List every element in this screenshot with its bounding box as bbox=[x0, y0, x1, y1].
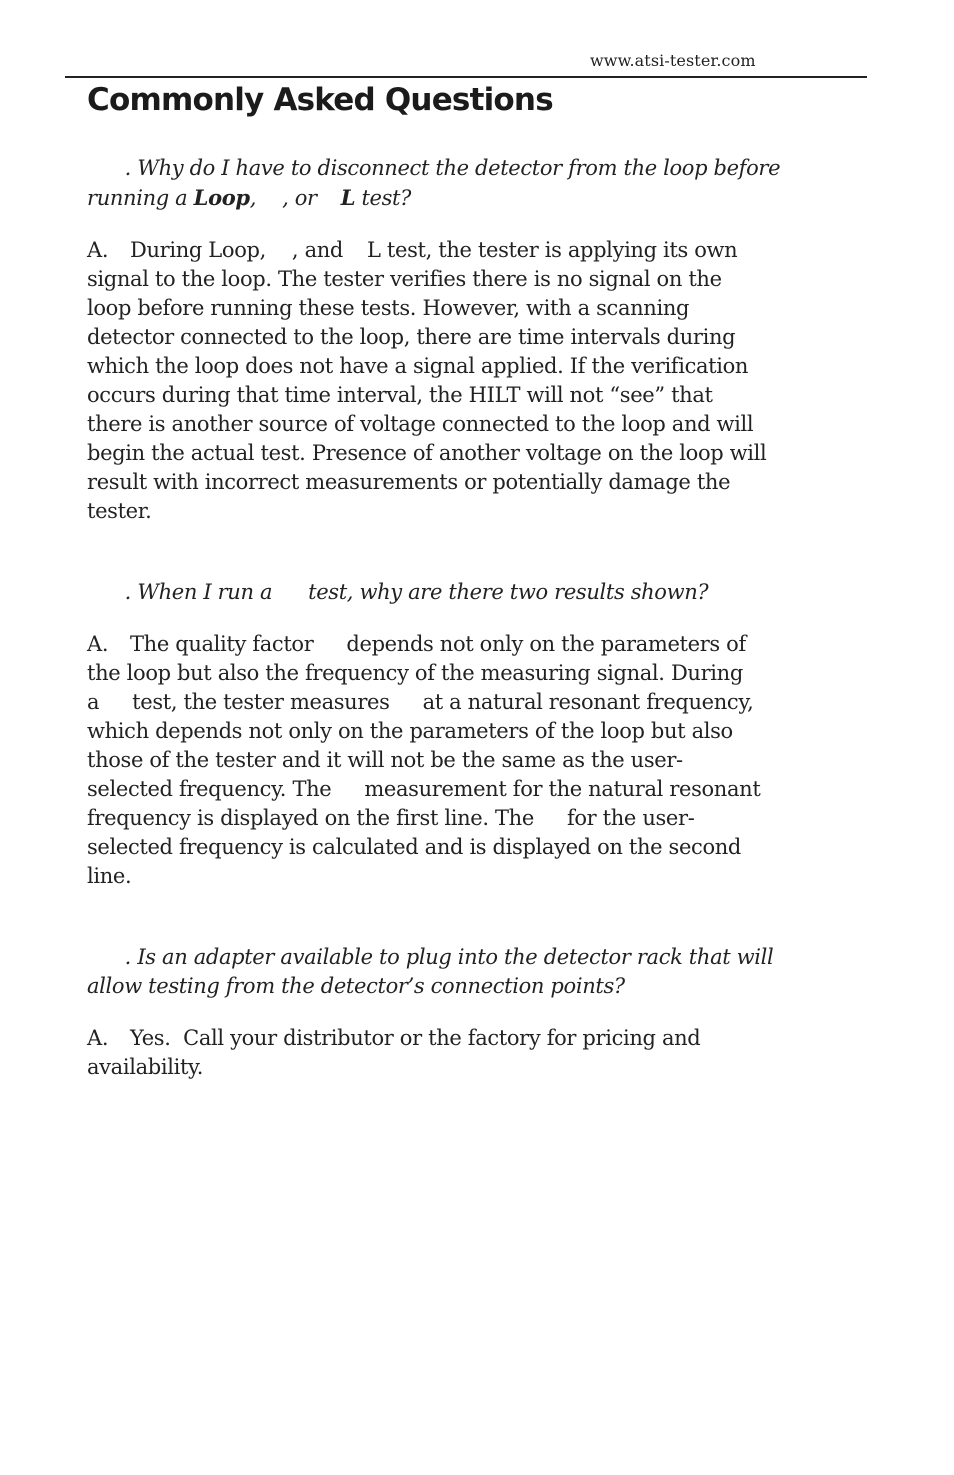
question-term: Loop bbox=[193, 185, 250, 210]
question-marker: . bbox=[124, 580, 131, 604]
answer-text-fragment: test, the tester measures bbox=[132, 690, 390, 714]
answer-text-line: loop before running these tests. However, with a scanning bbox=[87, 296, 690, 320]
faq-answer-1 bbox=[87, 236, 872, 526]
answer-text-line: Yes. Call your distributor or the factory for pricing and bbox=[130, 1026, 701, 1050]
answer-text-line: selected frequency is calculated and is displayed on the second bbox=[87, 835, 742, 859]
answer-text-fragment: , and bbox=[291, 238, 344, 262]
answer-text-fragment: The quality factor bbox=[130, 632, 314, 656]
question-text-fragment: , or bbox=[282, 186, 317, 210]
header-divider bbox=[65, 76, 867, 78]
faq-item-3 bbox=[87, 943, 872, 1082]
answer-text-line: begin the actual test. Presence of another voltage on the loop will bbox=[87, 441, 767, 465]
faq-item-2 bbox=[87, 578, 872, 891]
question-marker: . bbox=[124, 945, 131, 969]
question-text-line: Why do I have to disconnect the detector from the loop before bbox=[137, 156, 781, 180]
answer-label: A. bbox=[87, 238, 109, 262]
header-url: www.atsi-tester.com bbox=[590, 51, 756, 70]
answer-text-line: tester. bbox=[87, 499, 152, 523]
answer-text-line: which the loop does not have a signal applied. If the verification bbox=[87, 354, 749, 378]
answer-label: A. bbox=[87, 1026, 109, 1050]
question-text-fragment: test? bbox=[355, 186, 412, 210]
question-term: L bbox=[340, 185, 356, 210]
question-text-fragment: When I run a bbox=[137, 580, 273, 604]
answer-text-fragment: depends not only on the parameters of bbox=[346, 632, 746, 656]
answer-label: A. bbox=[87, 632, 109, 656]
answer-text-line: availability. bbox=[87, 1055, 204, 1079]
answer-text-line: line. bbox=[87, 864, 132, 888]
answer-text-fragment: frequency is displayed on the first line. The bbox=[87, 806, 534, 830]
answer-text-fragment: a bbox=[87, 690, 100, 714]
faq-content bbox=[87, 154, 872, 1134]
faq-answer-2 bbox=[87, 630, 872, 891]
faq-question-1 bbox=[87, 154, 872, 213]
faq-answer-3 bbox=[87, 1024, 872, 1082]
answer-text-fragment: selected frequency. The bbox=[87, 777, 332, 801]
answer-text-fragment: L test, the tester is applying its own bbox=[367, 238, 738, 262]
faq-item-1 bbox=[87, 154, 872, 526]
answer-text-line: detector connected to the loop, there are time intervals during bbox=[87, 325, 736, 349]
answer-text-fragment: measurement for the natural resonant bbox=[364, 777, 761, 801]
faq-question-3 bbox=[87, 943, 872, 1001]
answer-text-line: signal to the loop. The tester verifies there is no signal on the bbox=[87, 267, 722, 291]
question-marker: . bbox=[124, 156, 131, 180]
question-text-fragment: , bbox=[249, 186, 257, 210]
faq-question-2 bbox=[87, 578, 872, 607]
answer-text-fragment: at a natural resonant frequency, bbox=[422, 690, 754, 714]
answer-text-fragment: During Loop, bbox=[130, 238, 266, 262]
answer-text-line: there is another source of voltage connected to the loop and will bbox=[87, 412, 754, 436]
answer-text-line: which depends not only on the parameters of the loop but also bbox=[87, 719, 733, 743]
question-text-line: running a bbox=[87, 186, 194, 210]
answer-text-line: result with incorrect measurements or potentially damage the bbox=[87, 470, 731, 494]
answer-text-fragment: for the user- bbox=[566, 806, 695, 830]
question-text-fragment: test, why are there two results shown? bbox=[308, 580, 709, 604]
page-title: Commonly Asked Questions bbox=[87, 82, 553, 118]
answer-text-line: occurs during that time interval, the HILT will not “see” that bbox=[87, 383, 713, 407]
answer-text-line: the loop but also the frequency of the measuring signal. During bbox=[87, 661, 743, 685]
question-text-line: allow testing from the detector’s connection points? bbox=[87, 974, 625, 998]
answer-text-line: those of the tester and it will not be the same as the user- bbox=[87, 748, 683, 772]
question-text-line: Is an adapter available to plug into the detector rack that will bbox=[137, 945, 774, 969]
